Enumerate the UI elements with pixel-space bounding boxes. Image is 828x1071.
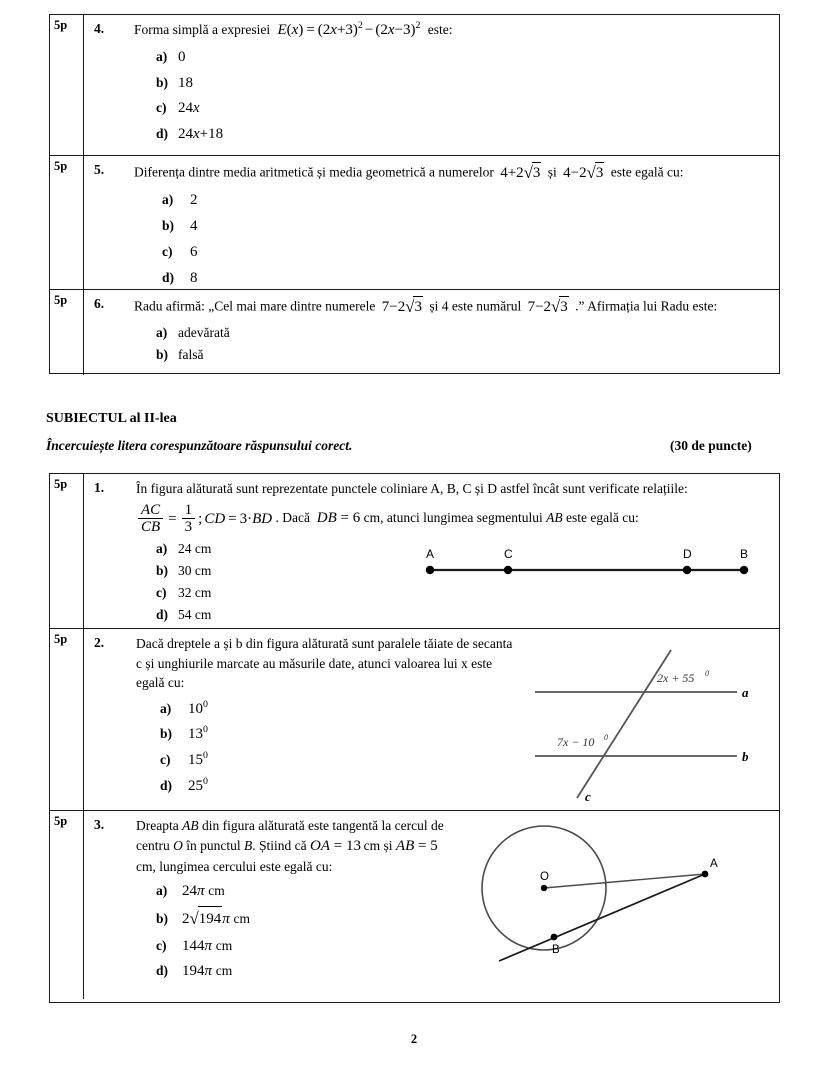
- section1-questions-table: [49, 14, 780, 374]
- section2-question-number-2: 2.: [94, 635, 105, 650]
- section2-answer-value-2b: $13^0$: [188, 724, 208, 743]
- section2-answer-letter-3b: b): [156, 910, 169, 926]
- answer-letter-5a: a): [162, 192, 174, 208]
- question-body-4: [84, 15, 779, 155]
- answer-letter-4a: a): [156, 48, 168, 64]
- answer-option-6b[interactable]: [156, 344, 771, 366]
- answer-value-6a: adevărată: [178, 325, 230, 341]
- answer-letter-4d: d): [156, 126, 169, 142]
- answer-value-4a: 0: [178, 48, 186, 65]
- tangent-line-AB: [499, 874, 705, 961]
- angle-label-top-degree: 0: [705, 669, 709, 678]
- section2-answer-value-1b: 30 cm: [178, 562, 212, 578]
- answer-value-4b: 18: [178, 74, 193, 91]
- answer-list-5: [162, 188, 771, 291]
- section2-answer-letter-3d: d): [156, 963, 169, 979]
- answer-value-4c: 24x: [178, 100, 200, 117]
- question-points-4: 5p: [50, 15, 84, 155]
- section2-instruction: Încercuiește litera corespunzătoare răspunsului corect.: [46, 438, 353, 453]
- answer-option-5a[interactable]: [162, 188, 771, 214]
- question-stem-4: [134, 20, 771, 42]
- section2-question-points-2: 5p: [50, 629, 84, 810]
- answer-value-6b: falsă: [178, 347, 204, 363]
- section2-answer-value-3b: 2√194π cm: [178, 905, 250, 934]
- answer-letter-6b: b): [156, 347, 169, 363]
- section2-answer-letter-1c: c): [156, 584, 167, 600]
- question-stem-mid-6: și 4 este numărul: [429, 298, 522, 314]
- answer-option-6a[interactable]: [156, 322, 771, 344]
- section2-answer-letter-1a: a): [156, 540, 168, 556]
- angle-label-bottom-degree: 0: [604, 733, 608, 742]
- point-label-O: O: [540, 871, 549, 883]
- section2-question-stem-1-line2: [136, 503, 771, 536]
- section2-answer-value-1a: 24 cm: [178, 540, 212, 556]
- answer-letter-5d: d): [162, 269, 175, 285]
- answer-list-4: [156, 45, 771, 148]
- question-stem-5: [134, 161, 771, 185]
- section2-answer-value-3d: 194π cm: [182, 963, 233, 980]
- section2-answer-value-2d: $25^0$: [188, 776, 208, 795]
- point-label-A: A: [426, 547, 435, 561]
- section2-question-stem-2-line2: c și unghiurile marcate au măsurile date, atunci valoarea lui x este: [136, 655, 493, 671]
- question-row-4: [50, 15, 779, 156]
- question-stem-suffix-6: .” Afirmația lui Radu este:: [575, 298, 718, 314]
- answer-option-5d[interactable]: [162, 266, 771, 292]
- line-c-label: c: [585, 789, 591, 804]
- section2-answer-letter-3c: c): [156, 937, 167, 953]
- answer-value-5b: 4: [190, 218, 198, 235]
- section2-answer-letter-2d: d): [160, 778, 173, 794]
- section2-answer-option-1d[interactable]: [156, 604, 771, 626]
- answer-option-5b[interactable]: [162, 214, 771, 240]
- section2-answer-value-3c: 144π cm: [182, 937, 233, 954]
- question-stem-mid-5: și: [547, 164, 557, 180]
- question-math-5-second: 4−2√3: [563, 161, 604, 185]
- answer-letter-4c: c): [156, 100, 167, 116]
- question-body-6: [84, 290, 779, 375]
- answer-list-6: [156, 322, 771, 366]
- line-b-label: b: [742, 749, 749, 764]
- question-body-5: [84, 156, 779, 289]
- question-math-4: $E(x) = (2x+3)^2 - (2x-3)^2$: [277, 20, 421, 39]
- answer-value-5c: 6: [190, 243, 198, 260]
- section2-question-stem-1-rest: . Dacă DB = 6 cm, atunci lungimea segmentului AB este egală cu:: [275, 510, 639, 527]
- question-math-6-second: 7−2√3: [528, 295, 569, 319]
- section2-answer-letter-1b: b): [156, 562, 169, 578]
- line-a-label: a: [742, 685, 749, 700]
- question-stem-suffix-4: este:: [427, 22, 453, 37]
- section2-title: SUBIECTUL al II-lea: [46, 411, 177, 426]
- answer-letter-4b: b): [156, 74, 169, 90]
- section2-question-math-1: $\frac{AC}{CB}$ = $\frac{1}{3}$ ; CD = 3·BD: [136, 503, 272, 536]
- section2-question-stem-3-line2: centru O în punctul B. Știind că OA = 13 cm și AB = 5: [136, 837, 438, 854]
- parallel-lines-svg: [505, 640, 775, 808]
- question-stem-prefix-6: Radu afirmă: „Cel mai mare dintre numerele: [134, 298, 376, 314]
- section2-question-stem-1-line1: În figura alăturată sunt reprezentate punctele coliniare A, B, C și D astfel încât sunt verificate relațiile:: [136, 481, 688, 496]
- question-row-5: [50, 156, 779, 290]
- section2-question-stem-3-line3: cm, lungimea cercului este egală cu:: [136, 859, 333, 875]
- point-O: [541, 885, 547, 891]
- point-label-D: D: [683, 547, 692, 561]
- section2-answer-value-1c: 32 cm: [178, 584, 212, 600]
- question-number-5: 5.: [94, 162, 105, 177]
- section2-question-stem-2-line1: Dacă dreptele a și b din figura alăturată sunt paralele tăiate de secanta: [136, 636, 513, 651]
- angle-label-top: 2x + 55: [657, 671, 695, 685]
- section2-question-stem-3-line1: Dreapta AB din figura alăturată este tangentă la cercul de: [136, 818, 444, 833]
- collinear-points-svg: [418, 538, 758, 586]
- point-A: [702, 871, 709, 878]
- question-stem-prefix-4: Forma simplă a expresiei: [134, 22, 271, 37]
- answer-value-4d: 24x+18: [178, 126, 224, 143]
- answer-option-4c[interactable]: [156, 96, 771, 122]
- circle-tangent-svg: [472, 818, 762, 983]
- section2-answer-letter-2c: c): [160, 752, 171, 768]
- section2-question-points-1: 5p: [50, 474, 84, 628]
- question-math-6-first: 7−2√3: [382, 295, 423, 319]
- section2-answer-letter-2b: b): [160, 726, 173, 742]
- question-stem-suffix-5: este egală cu:: [610, 164, 684, 180]
- point-label-C: C: [504, 547, 513, 561]
- point-label-B: B: [740, 547, 749, 561]
- point-B: [551, 934, 558, 941]
- answer-letter-6a: a): [156, 325, 168, 341]
- answer-value-5d: 8: [190, 269, 198, 286]
- answer-option-4b[interactable]: [156, 71, 771, 97]
- section2-answer-value-1d: 54 cm: [178, 606, 212, 622]
- question-stem-6: [134, 295, 771, 319]
- page-number: 2: [410, 1032, 418, 1046]
- section2-answer-letter-1d: d): [156, 606, 169, 622]
- answer-option-4a[interactable]: [156, 45, 771, 71]
- segment-OA: [544, 874, 705, 888]
- answer-letter-5c: c): [162, 243, 173, 259]
- question-math-5-first: 4+2√3: [500, 161, 541, 185]
- question-number-6: 6.: [94, 296, 105, 311]
- angle-label-bottom: 7x − 10: [557, 735, 595, 749]
- circle-tangent-figure: [472, 818, 762, 983]
- section2-answer-letter-3a: a): [156, 882, 168, 898]
- section2-question-number-1: 1.: [94, 480, 105, 495]
- section2-points-note: (30 de puncte): [670, 438, 752, 453]
- answer-letter-5b: b): [162, 218, 175, 234]
- question-points-6: 5p: [50, 290, 84, 375]
- question-points-5: 5p: [50, 156, 84, 289]
- point-label-B: B: [552, 944, 560, 956]
- answer-option-5c[interactable]: [162, 240, 771, 266]
- question-stem-prefix-5: Diferența dintre media aritmetică și media geometrică a numerelor: [134, 164, 494, 180]
- section2-answer-value-2c: $15^0$: [188, 750, 208, 769]
- section2-question-points-3: 5p: [50, 811, 84, 999]
- question-row-6: [50, 290, 779, 375]
- section2-answer-value-3a: 24π cm: [182, 882, 225, 899]
- question-number-4: 4.: [94, 21, 105, 36]
- point-label-A: A: [710, 858, 718, 870]
- parallel-lines-transversal-figure: [505, 640, 775, 808]
- answer-value-5a: 2: [190, 192, 198, 209]
- section2-answer-letter-2a: a): [160, 700, 172, 716]
- section2-question-number-3: 3.: [94, 817, 105, 832]
- section2-answer-value-2a: $10^0$: [188, 698, 208, 717]
- collinear-points-figure: [418, 538, 758, 586]
- answer-option-4d[interactable]: [156, 122, 771, 148]
- section2-question-stem-2-line3: egală cu:: [136, 675, 185, 691]
